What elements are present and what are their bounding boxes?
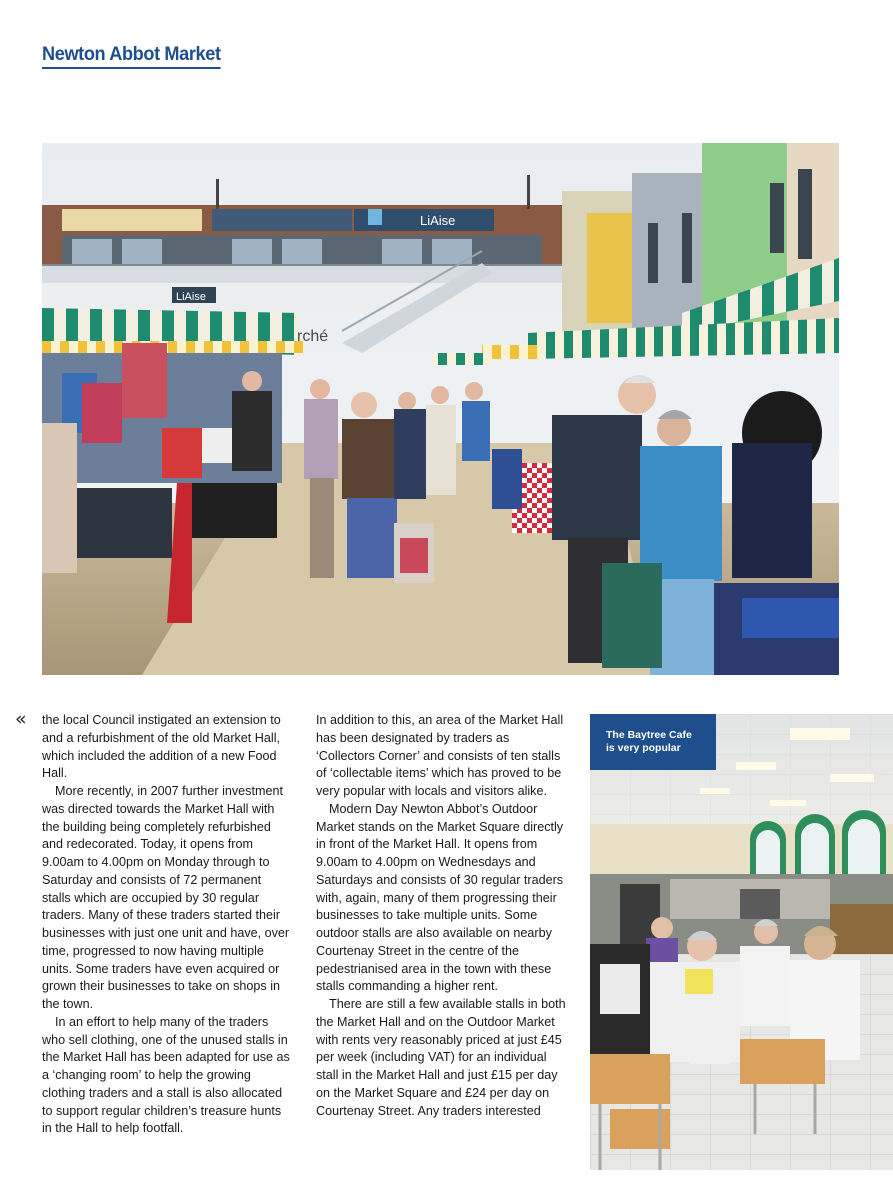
article-column-2 xyxy=(316,712,566,1120)
page-title: Newton Abbot Market xyxy=(42,42,221,69)
marche-sign-text: rché xyxy=(297,328,329,345)
caption-line-1: The Baytree Cafe xyxy=(606,729,692,741)
paragraph: the local Council instigated an extension to and a refurbishment of the old Market Hall, which included the addition of a new Food Hall. xyxy=(42,713,281,781)
paragraph: In addition to this, an area of the Market Hall has been designated by traders as ‘Collectors Corner’ and consists of ten stalls of ‘collectable items’ which has proved to be very popular with locals and visitors alike. xyxy=(316,713,564,798)
liaise-sign-text: LiAise xyxy=(420,213,456,228)
paragraph: There are still a few available stalls in both the Market Hall and on the Outdoor Market with rents very reasonably priced at just £45 per week (including VAT) for an individual stall in the Market Hall and just £15 per day on the Market Square and £24 per day on Courtenay Street. Any traders interested xyxy=(316,997,566,1118)
continuation-quote-icon: « xyxy=(15,708,27,730)
caption-line-2: is very popular xyxy=(606,742,681,754)
article-column-1 xyxy=(42,712,292,1138)
paragraph: More recently, in 2007 further investment was directed towards the Market Hall with the building being completely refurbished and redecorated. Today, it opens from 9.00am to 4.00pm on Monday through to Saturday and consists of 72 permanent stalls which are occupied by 30 regular traders. Many of these traders started their businesses with just one unit and have, over time, progressed to now having multiple units. Some traders have even acquired or grown their businesses to take on shops in the town. xyxy=(42,784,290,1011)
paragraph: In an effort to help many of the traders who sell clothing, one of the unused stalls in the Market Hall has been adapted for use as a ‘changing room’ to help the growing clothing traders and a stall is also allocated to support regular children’s treasure hunts in the Hall to help footfall. xyxy=(42,1014,290,1136)
baytree-cafe-photo xyxy=(590,714,893,1170)
paragraph: Modern Day Newton Abbot’s Outdoor Market stands on the Market Square directly in front of the Market Hall. It opens from 9.00am to 4.00pm on Wednesdays and Saturdays and consists of 30 regular traders with, again, many of them progressing their businesses to take multiple units. Some outdoor stalls are also available on nearby Courtenay Street in the centre of the pedestrianised area in the town with these stalls commanding a higher rent. xyxy=(316,801,564,994)
liaise-lower-sign: LiAise xyxy=(176,291,206,303)
outdoor-market-photo xyxy=(42,143,839,675)
photo-caption xyxy=(590,714,716,770)
